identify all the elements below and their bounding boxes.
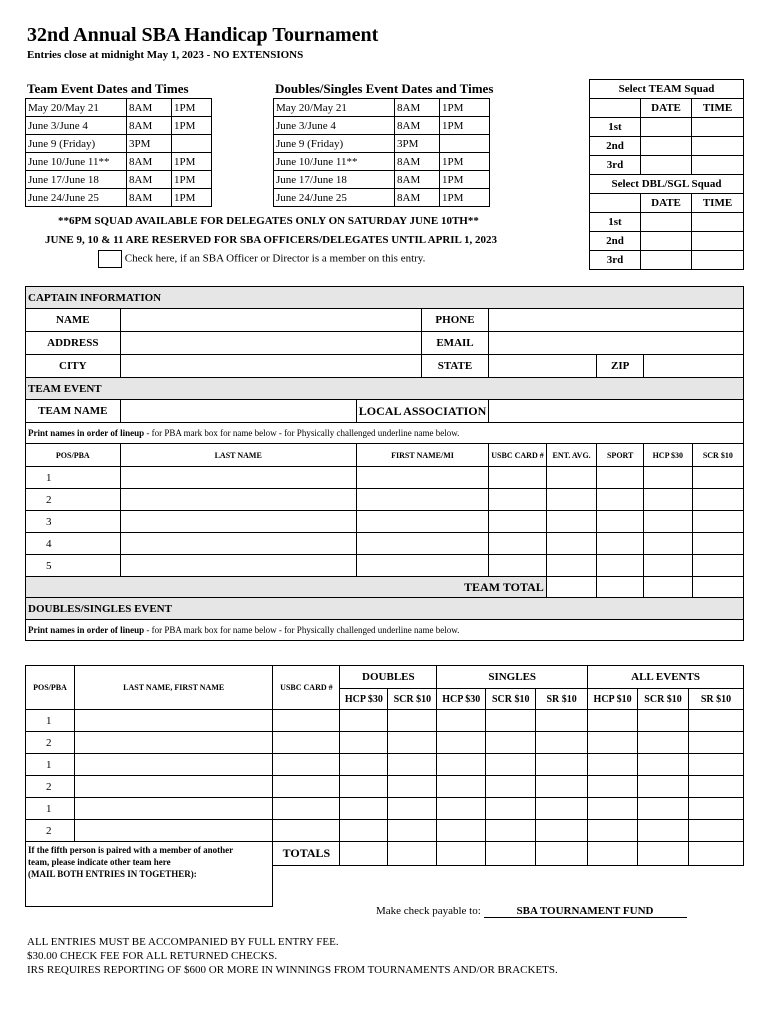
team-usbc-field[interactable]: [489, 555, 546, 577]
team-squad-heading: Select TEAM Squad: [590, 80, 744, 99]
captain-zip-field[interactable]: [643, 355, 743, 378]
squad-row: [590, 137, 744, 156]
captain-name-label: NAME: [26, 309, 121, 332]
schedule-cell: 8AM: [395, 189, 440, 207]
dbl-group-all: ALL EVENTS: [588, 666, 744, 689]
team-avg-field[interactable]: [546, 489, 597, 511]
schedule-row: [274, 189, 490, 207]
squad-label: 2nd: [590, 232, 641, 251]
captain-phone-label: PHONE: [421, 309, 489, 332]
fifth-person-note: If the fifth person is paired with a member of another team, please indicate other team here (MAIL BOTH ENTRIES IN TOGETHER):: [26, 842, 273, 907]
schedule-cell: June 3/June 4: [26, 117, 127, 135]
team-hcp-field[interactable]: [643, 489, 692, 511]
squad-date-field[interactable]: [641, 213, 692, 232]
schedule-row: [274, 135, 490, 153]
dbl-sub-header: HCP $30: [437, 689, 486, 710]
officer-checkbox-label: Check here, if an SBA Officer or Director is a member on this entry.: [124, 252, 426, 265]
team-schedule-heading: Team Event Dates and Times: [27, 81, 189, 96]
dbl-entry-field[interactable]: [486, 820, 536, 842]
team-avg-field[interactable]: [546, 511, 597, 533]
dbl-entry-field[interactable]: [588, 710, 638, 732]
dbl-entry-field[interactable]: [388, 754, 437, 776]
schedule-cell: 1PM: [440, 99, 490, 117]
dbl-sub-header: SCR $10: [486, 689, 536, 710]
schedule-cell: [172, 135, 212, 153]
team-col-header: SPORT: [597, 444, 643, 467]
schedule-row: [274, 171, 490, 189]
dbl-entry-field[interactable]: [536, 732, 588, 754]
reserved-note: JUNE 9, 10 & 11 ARE RESERVED FOR SBA OFFICERS/DELEGATES UNTIL APRIL 1, 2023: [45, 234, 498, 246]
team-col-header: ENT. AVG.: [546, 444, 597, 467]
schedule-cell: June 10/June 11**: [26, 153, 127, 171]
doubles-instruction: Print names in order of lineup - for PBA mark box for name below - for Physically challenged underline name below.: [26, 620, 744, 641]
team-sport-field[interactable]: [597, 489, 643, 511]
team-usbc-field[interactable]: [489, 511, 546, 533]
team-lineup-row: [26, 533, 744, 555]
team-col-header: HCP $30: [643, 444, 692, 467]
dbl-entry-field[interactable]: [340, 754, 388, 776]
captain-team-table: [25, 286, 744, 641]
team-time-label: TIME: [692, 99, 744, 118]
team-lineup-row: [26, 467, 744, 489]
team-avg-field[interactable]: [546, 467, 597, 489]
doubles-lineup-row: [26, 820, 744, 842]
schedule-cell: 1PM: [172, 171, 212, 189]
team-pos: 3: [26, 511, 121, 533]
dbl-entry-field[interactable]: [388, 798, 437, 820]
dbl-entry-field[interactable]: [689, 732, 744, 754]
team-total-scr[interactable]: [692, 577, 743, 598]
dbl-entry-field[interactable]: [74, 732, 273, 754]
team-scr-field[interactable]: [692, 489, 743, 511]
officer-checkbox-row: [98, 250, 425, 268]
schedule-cell: 1PM: [440, 153, 490, 171]
dbl-pos: 1: [26, 754, 75, 776]
schedule-cell: 8AM: [395, 117, 440, 135]
team-scr-field[interactable]: [692, 533, 743, 555]
dbl-entry-field[interactable]: [273, 776, 340, 798]
dbl-entry-field[interactable]: [340, 710, 388, 732]
dbl-entry-field[interactable]: [437, 798, 486, 820]
dbl-entry-field[interactable]: [689, 798, 744, 820]
schedule-cell: 8AM: [395, 153, 440, 171]
squad-label: 1st: [590, 118, 641, 137]
schedule-cell: 1PM: [440, 117, 490, 135]
team-schedule-table: [25, 98, 212, 207]
schedule-cell: June 10/June 11**: [274, 153, 395, 171]
dbl-entry-field[interactable]: [340, 776, 388, 798]
team-scr-field[interactable]: [692, 511, 743, 533]
squad-time-field[interactable]: [692, 251, 744, 270]
dbl-sub-header: SR $10: [536, 689, 588, 710]
schedule-cell: 1PM: [440, 189, 490, 207]
team-name-field[interactable]: [120, 400, 356, 423]
total-dbl-scr[interactable]: [388, 842, 437, 866]
dbl-sub-header: HCP $10: [588, 689, 638, 710]
doubles-table: [25, 665, 744, 907]
team-last-name-field[interactable]: [120, 555, 356, 577]
dbl-entry-field[interactable]: [340, 732, 388, 754]
schedule-cell: June 9 (Friday): [26, 135, 127, 153]
dbl-entry-field[interactable]: [273, 754, 340, 776]
team-total-hcp[interactable]: [643, 577, 692, 598]
team-first-name-field[interactable]: [356, 467, 488, 489]
team-first-name-field[interactable]: [356, 555, 488, 577]
local-association-label: LOCAL ASSOCIATION: [356, 400, 488, 423]
dbl-entry-field[interactable]: [437, 776, 486, 798]
dbl-entry-field[interactable]: [588, 754, 638, 776]
squad-time-field[interactable]: [692, 137, 744, 156]
captain-city-field[interactable]: [120, 355, 421, 378]
dbl-pos: 2: [26, 776, 75, 798]
doubles-lineup-row: [26, 798, 744, 820]
doubles-lineup-row: [26, 732, 744, 754]
squad-label: 1st: [590, 213, 641, 232]
schedule-cell: 1PM: [172, 99, 212, 117]
captain-state-field[interactable]: [489, 355, 597, 378]
team-sport-field[interactable]: [597, 555, 643, 577]
team-date-label: DATE: [641, 99, 692, 118]
squad-label: 3rd: [590, 251, 641, 270]
team-col-header: LAST NAME: [120, 444, 356, 467]
dbl-entry-field[interactable]: [388, 732, 437, 754]
dbl-entry-field[interactable]: [388, 820, 437, 842]
schedule-row: [26, 117, 212, 135]
local-association-field[interactable]: [489, 400, 744, 423]
schedule-cell: [440, 135, 490, 153]
schedule-row: [274, 117, 490, 135]
schedule-cell: 8AM: [127, 117, 172, 135]
captain-heading: CAPTAIN INFORMATION: [26, 287, 744, 309]
squad-date-field[interactable]: [641, 137, 692, 156]
dbl-entry-field[interactable]: [588, 732, 638, 754]
dbl-sub-header: SCR $10: [388, 689, 437, 710]
team-total-avg[interactable]: [546, 577, 597, 598]
dbl-group-doubles: DOUBLES: [340, 666, 437, 689]
dbl-entry-field[interactable]: [536, 754, 588, 776]
team-last-name-field[interactable]: [120, 533, 356, 555]
dbl-entry-field[interactable]: [388, 776, 437, 798]
dbl-entry-field[interactable]: [74, 754, 273, 776]
squad-row: [590, 232, 744, 251]
doubles-schedule-heading: Doubles/Singles Event Dates and Times: [275, 81, 494, 96]
schedule-cell: 1PM: [172, 189, 212, 207]
total-sgl-scr[interactable]: [486, 842, 536, 866]
schedule-cell: 1PM: [440, 171, 490, 189]
captain-address-label: ADDRESS: [26, 332, 121, 355]
payment-line: [376, 905, 687, 918]
squad-time-field[interactable]: [692, 213, 744, 232]
team-pos: 2: [26, 489, 121, 511]
total-sgl-sr[interactable]: [536, 842, 588, 866]
squad-label: 3rd: [590, 156, 641, 175]
dbl-entry-field[interactable]: [486, 732, 536, 754]
squad-date-field[interactable]: [641, 118, 692, 137]
dbl-entry-field[interactable]: [273, 732, 340, 754]
dbl-entry-field[interactable]: [340, 798, 388, 820]
team-pos: 5: [26, 555, 121, 577]
dbl-group-singles: SINGLES: [437, 666, 588, 689]
dbl-col-pos: POS/PBA: [26, 666, 75, 710]
team-instruction: Print names in order of lineup - for PBA mark box for name below - for Physically challenged underline name below.: [26, 423, 744, 444]
team-event-heading: TEAM EVENT: [26, 378, 744, 400]
squad-date-field[interactable]: [641, 156, 692, 175]
squad-select-table: [589, 79, 744, 270]
doubles-lineup-row: [26, 776, 744, 798]
schedule-cell: June 24/June 25: [26, 189, 127, 207]
dbl-time-label: TIME: [692, 194, 744, 213]
dbl-entry-field[interactable]: [74, 776, 273, 798]
dbl-sub-header: SR $10: [689, 689, 744, 710]
schedule-cell: June 3/June 4: [274, 117, 395, 135]
dbl-entry-field[interactable]: [273, 820, 340, 842]
team-total-sport[interactable]: [597, 577, 643, 598]
schedule-row: [26, 135, 212, 153]
dbl-squad-heading: Select DBL/SGL Squad: [590, 175, 744, 194]
dbl-entry-field[interactable]: [638, 710, 689, 732]
schedule-cell: 8AM: [395, 171, 440, 189]
total-all-hcp[interactable]: [588, 842, 638, 866]
team-col-header: POS/PBA: [26, 444, 121, 467]
captain-zip-label: ZIP: [597, 355, 643, 378]
dbl-sub-header: SCR $10: [638, 689, 689, 710]
captain-email-label: EMAIL: [421, 332, 489, 355]
schedule-cell: 8AM: [127, 153, 172, 171]
schedule-cell: 8AM: [395, 99, 440, 117]
dbl-col-name: LAST NAME, FIRST NAME: [74, 666, 273, 710]
squad-time-field[interactable]: [692, 156, 744, 175]
total-all-sr[interactable]: [689, 842, 744, 866]
dbl-pos: 1: [26, 710, 75, 732]
squad-date-field[interactable]: [641, 232, 692, 251]
schedule-cell: 1PM: [172, 117, 212, 135]
footer-line-2: $30.00 CHECK FEE FOR ALL RETURNED CHECKS.: [27, 950, 278, 962]
doubles-lineup-row: [26, 754, 744, 776]
schedule-cell: 3PM: [395, 135, 440, 153]
team-first-name-field[interactable]: [356, 533, 488, 555]
schedule-row: [26, 153, 212, 171]
schedule-row: [26, 171, 212, 189]
doubles-schedule-table: [273, 98, 490, 207]
team-last-name-field[interactable]: [120, 489, 356, 511]
schedule-cell: 3PM: [127, 135, 172, 153]
squad-row: [590, 156, 744, 175]
dbl-entry-field[interactable]: [486, 710, 536, 732]
dbl-entry-field[interactable]: [638, 820, 689, 842]
team-usbc-field[interactable]: [489, 533, 546, 555]
dbl-entry-field[interactable]: [588, 798, 638, 820]
footer-line-3: IRS REQUIRES REPORTING OF $600 OR MORE IN WINNINGS FROM TOURNAMENTS AND/OR BRACKETS.: [27, 964, 558, 976]
dbl-entry-field[interactable]: [638, 798, 689, 820]
team-last-name-field[interactable]: [120, 467, 356, 489]
schedule-cell: 8AM: [127, 171, 172, 189]
schedule-row: [26, 189, 212, 207]
dbl-entry-field[interactable]: [486, 776, 536, 798]
dbl-entry-field[interactable]: [536, 710, 588, 732]
team-sport-field[interactable]: [597, 511, 643, 533]
team-usbc-field[interactable]: [489, 467, 546, 489]
dbl-entry-field[interactable]: [689, 776, 744, 798]
dbl-pos: 2: [26, 732, 75, 754]
page-subtitle: Entries close at midnight May 1, 2023 - NO EXTENSIONS: [27, 49, 304, 61]
dbl-entry-field[interactable]: [273, 710, 340, 732]
dbl-sub-header: HCP $30: [340, 689, 388, 710]
schedule-row: [26, 99, 212, 117]
payment-label: Make check payable to:: [376, 905, 481, 917]
dbl-entry-field[interactable]: [689, 710, 744, 732]
team-pos: 1: [26, 467, 121, 489]
team-col-header: SCR $10: [692, 444, 743, 467]
dbl-entry-field[interactable]: [588, 820, 638, 842]
schedule-cell: May 20/May 21: [274, 99, 395, 117]
schedule-cell: 8AM: [127, 189, 172, 207]
captain-city-label: CITY: [26, 355, 121, 378]
captain-email-field[interactable]: [489, 332, 744, 355]
captain-phone-field[interactable]: [489, 309, 744, 332]
totals-label: TOTALS: [273, 842, 340, 866]
team-last-name-field[interactable]: [120, 511, 356, 533]
captain-name-field[interactable]: [120, 309, 421, 332]
team-sport-field[interactable]: [597, 467, 643, 489]
team-name-label: TEAM NAME: [26, 400, 121, 423]
team-first-name-field[interactable]: [356, 511, 488, 533]
doubles-heading: DOUBLES/SINGLES EVENT: [26, 598, 744, 620]
captain-address-field[interactable]: [120, 332, 421, 355]
total-dbl-hcp[interactable]: [340, 842, 388, 866]
dbl-date-label: DATE: [641, 194, 692, 213]
payee-name: SBA TOURNAMENT FUND: [484, 905, 687, 918]
schedule-cell: June 9 (Friday): [274, 135, 395, 153]
dbl-entry-field[interactable]: [536, 776, 588, 798]
squad-date-field[interactable]: [641, 251, 692, 270]
officer-checkbox[interactable]: [98, 250, 122, 268]
dbl-entry-field[interactable]: [689, 754, 744, 776]
dbl-entry-field[interactable]: [638, 732, 689, 754]
team-col-header: USBC CARD #: [489, 444, 546, 467]
schedule-row: [274, 153, 490, 171]
team-lineup-row: [26, 511, 744, 533]
team-scr-field[interactable]: [692, 555, 743, 577]
total-sgl-hcp[interactable]: [437, 842, 486, 866]
footer-line-1: ALL ENTRIES MUST BE ACCOMPANIED BY FULL ENTRY FEE.: [27, 936, 339, 948]
team-hcp-field[interactable]: [643, 467, 692, 489]
dbl-entry-field[interactable]: [536, 820, 588, 842]
dbl-pos: 2: [26, 820, 75, 842]
dbl-entry-field[interactable]: [638, 776, 689, 798]
dbl-entry-field[interactable]: [486, 754, 536, 776]
team-total-label: TEAM TOTAL: [26, 577, 547, 598]
schedule-cell: 1PM: [172, 153, 212, 171]
team-usbc-field[interactable]: [489, 489, 546, 511]
dbl-entry-field[interactable]: [273, 798, 340, 820]
schedule-cell: 8AM: [127, 99, 172, 117]
doubles-lineup-row: [26, 710, 744, 732]
page-title: 32nd Annual SBA Handicap Tournament: [27, 24, 379, 46]
dbl-entry-field[interactable]: [437, 820, 486, 842]
squad-row: [590, 213, 744, 232]
dbl-entry-field[interactable]: [536, 798, 588, 820]
dbl-entry-field[interactable]: [74, 820, 273, 842]
team-avg-field[interactable]: [546, 533, 597, 555]
dbl-entry-field[interactable]: [437, 710, 486, 732]
squad-time-field[interactable]: [692, 232, 744, 251]
squad-row: [590, 118, 744, 137]
team-lineup-row: [26, 489, 744, 511]
captain-state-label: STATE: [421, 355, 489, 378]
dbl-entry-field[interactable]: [437, 732, 486, 754]
dbl-entry-field[interactable]: [689, 820, 744, 842]
delegate-note: **6PM SQUAD AVAILABLE FOR DELEGATES ONLY ON SATURDAY JUNE 10TH**: [58, 215, 479, 227]
total-all-scr[interactable]: [638, 842, 689, 866]
dbl-entry-field[interactable]: [638, 754, 689, 776]
dbl-entry-field[interactable]: [437, 754, 486, 776]
team-lineup-row: [26, 555, 744, 577]
squad-row: [590, 251, 744, 270]
team-scr-field[interactable]: [692, 467, 743, 489]
schedule-cell: June 24/June 25: [274, 189, 395, 207]
dbl-entry-field[interactable]: [588, 776, 638, 798]
team-pos: 4: [26, 533, 121, 555]
team-hcp-field[interactable]: [643, 555, 692, 577]
schedule-cell: June 17/June 18: [274, 171, 395, 189]
team-sport-field[interactable]: [597, 533, 643, 555]
schedule-cell: June 17/June 18: [26, 171, 127, 189]
schedule-cell: May 20/May 21: [26, 99, 127, 117]
team-hcp-field[interactable]: [643, 511, 692, 533]
dbl-entry-field[interactable]: [74, 710, 273, 732]
team-first-name-field[interactable]: [356, 489, 488, 511]
dbl-pos: 1: [26, 798, 75, 820]
team-avg-field[interactable]: [546, 555, 597, 577]
dbl-entry-field[interactable]: [340, 820, 388, 842]
team-col-header: FIRST NAME/MI: [356, 444, 488, 467]
squad-time-field[interactable]: [692, 118, 744, 137]
squad-label: 2nd: [590, 137, 641, 156]
team-hcp-field[interactable]: [643, 533, 692, 555]
dbl-entry-field[interactable]: [388, 710, 437, 732]
dbl-col-usbc: USBC CARD #: [273, 666, 340, 710]
schedule-row: [274, 99, 490, 117]
dbl-entry-field[interactable]: [486, 798, 536, 820]
dbl-entry-field[interactable]: [74, 798, 273, 820]
